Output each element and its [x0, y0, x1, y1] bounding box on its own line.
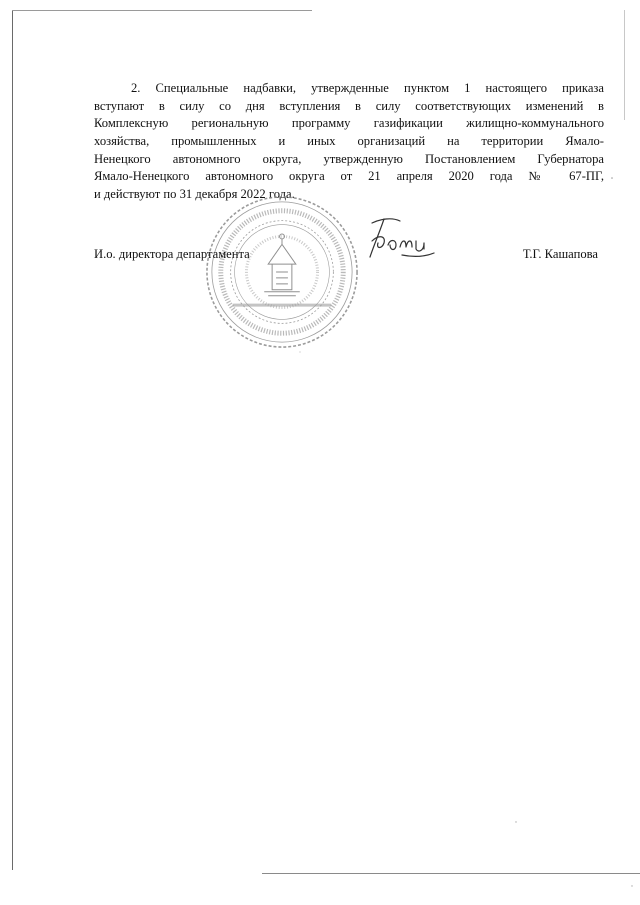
- paragraph-line: Комплексную региональную программу газификации жилищно-коммунального: [94, 116, 604, 131]
- paragraph-line: и действуют по 31 декабря 2022 года.: [94, 187, 295, 202]
- paragraph-line: 2. Специальные надбавки, утвержденные пунктом 1 настоящего приказа: [131, 81, 604, 95]
- signer-name: Т.Г. Кашапова: [522, 247, 598, 261]
- signature-block: [94, 247, 604, 267]
- paragraph-line: Ямало-Ненецкого автономного округа от 21 апреля 2020 года № 67-ПГ,: [94, 169, 604, 184]
- paragraph-line: вступают в силу со дня вступления в силу соответствующих изменений в: [94, 98, 604, 113]
- round-official-seal-icon: [203, 193, 361, 351]
- paragraph-line: Ненецкого автономного округа, утвержденную Постановлением Губернатора: [94, 151, 604, 166]
- paragraph-line: хозяйства, промышленных и иных организаций на территории Ямало-: [94, 134, 604, 149]
- paragraph-item-2: [94, 80, 604, 204]
- signer-position: И.о. директора департамента: [94, 247, 250, 261]
